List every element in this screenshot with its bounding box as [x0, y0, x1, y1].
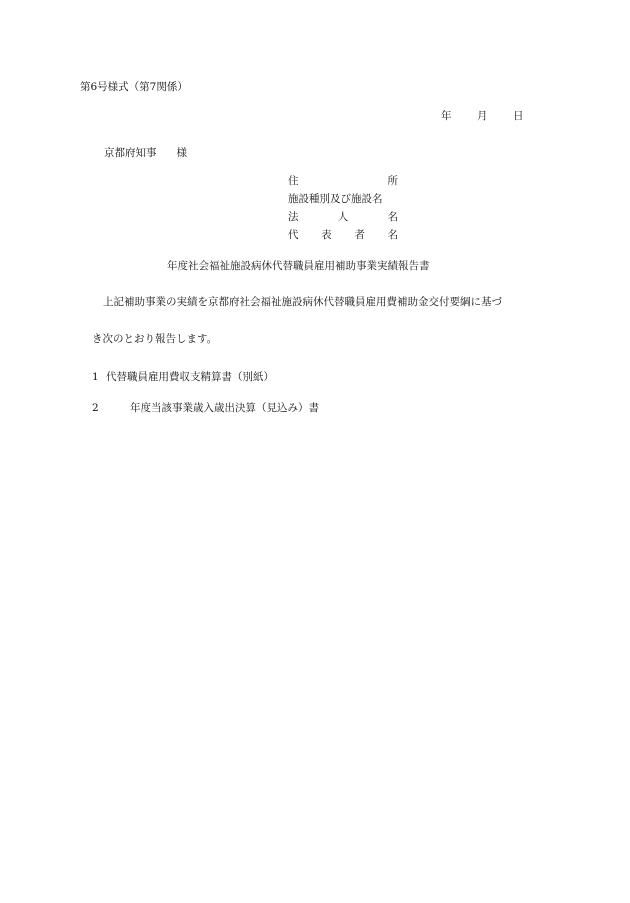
body-text-line-2: き次のとおり報告します。: [92, 333, 218, 345]
form-number: 第6号様式（第7関係）: [80, 81, 188, 93]
field-address-label: 住 所: [288, 175, 398, 187]
field-corporation-label: 法 人 名: [288, 211, 398, 223]
date-line: [441, 110, 524, 123]
body-text-line-1: 上記補助事業の実績を京都府社会福祉施設病休代替職員雇用費補助金交付要綱に基づ: [103, 296, 502, 308]
field-facility-label: 施設種別及び施設名: [288, 193, 383, 205]
addressee-honorific: 様: [176, 147, 187, 159]
date-month-label: 月: [477, 110, 488, 122]
attachment-number: 1: [92, 371, 99, 383]
applicant-fields: [288, 176, 398, 248]
date-day-label: 日: [513, 110, 524, 122]
field-representative-label: 代 表 者 名: [288, 229, 398, 241]
date-year-label: 年: [441, 110, 452, 122]
attachment-text: 年度当該事業歳入歳出決算（見込み）書: [130, 402, 319, 414]
document-title: 年度社会福祉施設病休代替職員雇用補助事業実績報告書: [167, 260, 430, 272]
addressee: [104, 148, 187, 159]
addressee-name: 京都府知事: [104, 147, 157, 159]
attachment-number: 2: [92, 402, 99, 414]
attachment-text: 代替職員雇用費収支精算書（別紙）: [106, 371, 274, 383]
